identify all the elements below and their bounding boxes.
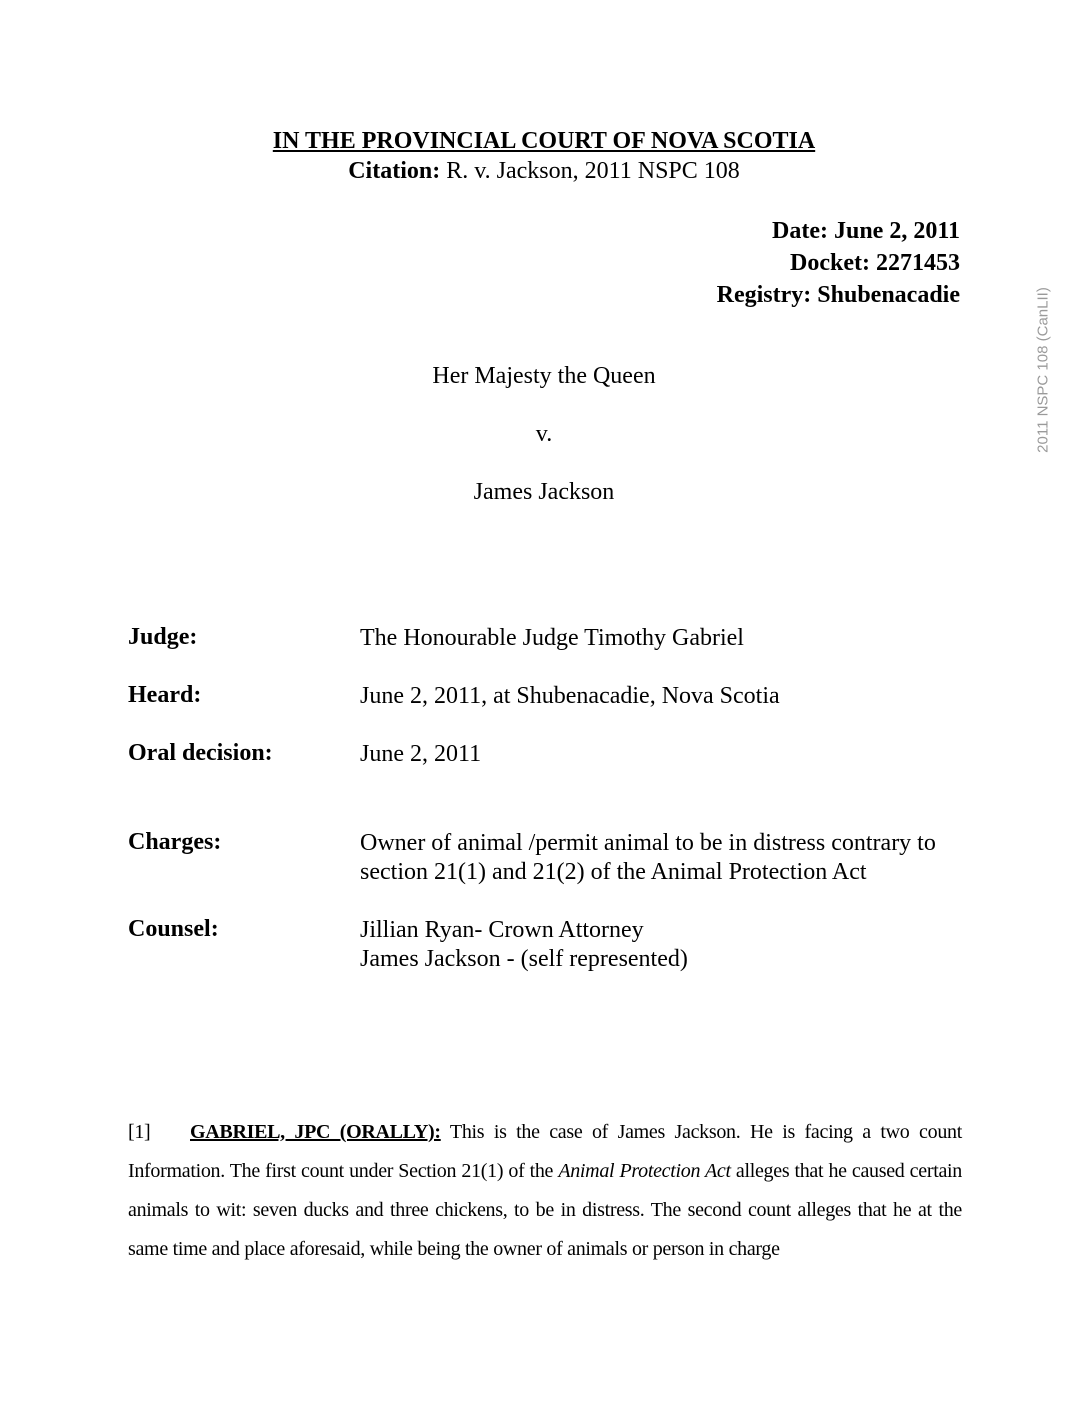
oral-decision-label: Oral decision:	[128, 740, 273, 766]
oral-decision-value: June 2, 2011	[360, 741, 482, 767]
heard-label: Heard:	[128, 682, 202, 708]
heard-value: June 2, 2011, at Shubenacadie, Nova Scotia	[360, 683, 780, 709]
docket-number: Docket: 2271453	[790, 250, 960, 276]
counsel-crown: Jillian Ryan- Crown Attorney	[360, 917, 644, 943]
judge-label: Judge:	[128, 624, 198, 650]
paragraph-text-part-2: alleges that he caused certain animals to wit: seven ducks and three chickens, to be in distress. The second count alleges that he at the same time and place aforesaid, while being the owner of animals or person in charge	[128, 1160, 962, 1260]
paragraph-1	[128, 1113, 962, 1269]
charges-value: Owner of animal /permit animal to be in distress contrary to section 21(1) and 21(2) of the Animal Protection Act	[360, 830, 936, 885]
party-plaintiff: Her Majesty the Queen	[432, 363, 656, 389]
decision-date: Date: June 2, 2011	[772, 218, 960, 244]
counsel-accused: James Jackson - (self represented)	[360, 946, 688, 972]
canlii-watermark: 2011 NSPC 108 (CanLII)	[1034, 287, 1052, 453]
party-versus: v.	[535, 421, 553, 447]
paragraph-text-part-1: This is the case of James Jackson. He is facing a two count Information. The first count under Section 21(1) of the	[128, 1121, 962, 1182]
citation	[0, 158, 1088, 185]
case-meta	[717, 215, 960, 311]
act-name: Animal Protection Act	[558, 1160, 731, 1182]
court-title: IN THE PROVINCIAL COURT OF NOVA SCOTIA	[272, 128, 816, 154]
party-defendant: James Jackson	[473, 479, 615, 505]
paragraph-speaker: GABRIEL, JPC (ORALLY):	[190, 1121, 441, 1143]
judge-value: The Honourable Judge Timothy Gabriel	[360, 625, 744, 651]
citation-value: R. v. Jackson, 2011 NSPC 108	[440, 158, 740, 184]
paragraph-number: [1]	[128, 1121, 151, 1143]
charges-label: Charges:	[128, 829, 222, 855]
citation-label: Citation:	[348, 158, 441, 184]
counsel-value	[360, 916, 980, 974]
registry: Registry: Shubenacadie	[716, 282, 960, 308]
counsel-label: Counsel:	[128, 916, 219, 942]
